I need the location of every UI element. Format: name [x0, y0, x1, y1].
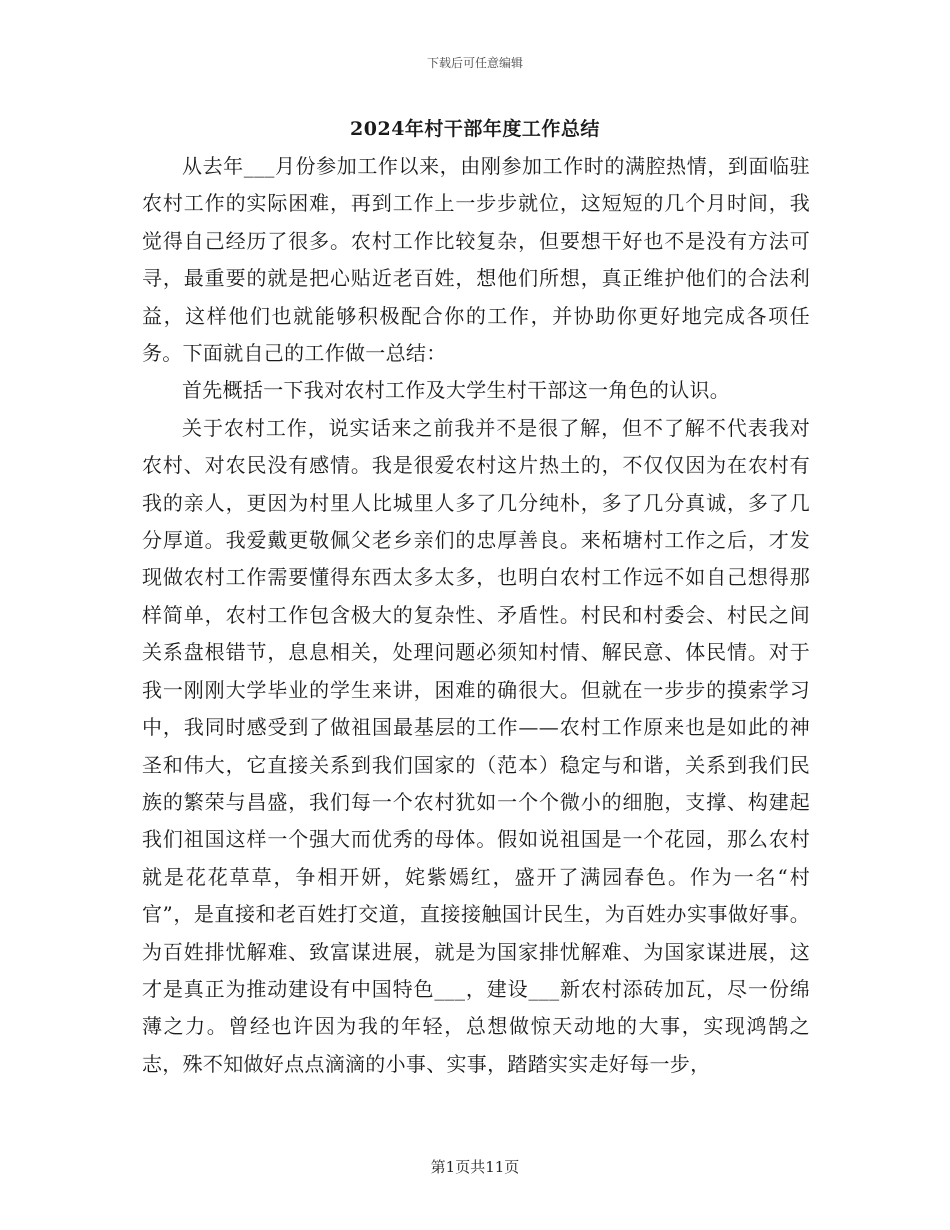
document-title: 2024年村干部年度工作总结 [350, 118, 600, 140]
document-body [142, 148, 810, 1083]
paragraph-summary: 首先概括一下我对农村工作及大学生村干部这一角色的认识。 [182, 378, 731, 403]
paragraph-rural-work: 关于农村工作，说实话来之前我并不是很了解，但不了解不代表我对农村、对农民没有感情。我是很爱农村这片热土的，不仅仅因为在农村有我的亲人，更因为村里人比城里人多了几分纯朴，多了几分真诚，多了几分厚道。我爱戴更敬佩父老乡亲们的忠厚善良。来柘塘村工作之后，才发现做农村工作需要懂得东西太多太多，也明白农村工作远不如自己想得那样简单，农村工作包含极大的复杂性、矛盾性。村民和村委会、村民之间关系盘根错节，息息相关，处理问题必须知村情、解民意、体民情。对于我一刚刚大学毕业的学生来讲，困难的确很大。但就在一步步的摸索学习中，我同时感受到了做祖国最基层的工作——农村工作原来也是如此的神圣和伟大，它直接关系到我们国家的（范本）稳定与和谐，关系到我们民族的繁荣与昌盛，我们每一个农村犹如一个个微小的细胞，支撑、构建起我们祖国这样一个强大而优秀的母体。假如说祖国是一个花园，那么农村就是花花草草，争相开妍，姹紫嫣红，盛开了满园春色。作为一名“村官”，是直接和老百姓打交道，直接接触国计民生，为百姓办实事做好事。为百姓排忧解难、致富谋进展，就是为国家排忧解难、为国家谋进展，这才是真正为推动建设有中国特色___，建设___新农村添砖加瓦，尽一份绵薄之力。曾经也许因为我的年轻，总想做惊天动地的大事，实现鸿鹄之志，殊不知做好点点滴滴的小事、实事，踏踏实实走好每一步， [142, 415, 810, 1076]
header-note: 下载后可任意编辑 [426, 56, 523, 70]
paragraph-intro: 从去年___月份参加工作以来，由刚参加工作时的满腔热情，到面临驻农村工作的实际困难，再到工作上一步步就位，这短短的几个月时间，我觉得自己经历了很多。农村工作比较复杂，但要想干好也不是没有方法可寻，最重要的就是把心贴近老百姓，想他们所想，真正维护他们的合法利益，这样他们也就能够积极配合你的工作，并协助你更好地完成各项任务。下面就自己的工作做一总结： [142, 154, 810, 366]
page-footer: 第1页共11页 [430, 1158, 520, 1176]
